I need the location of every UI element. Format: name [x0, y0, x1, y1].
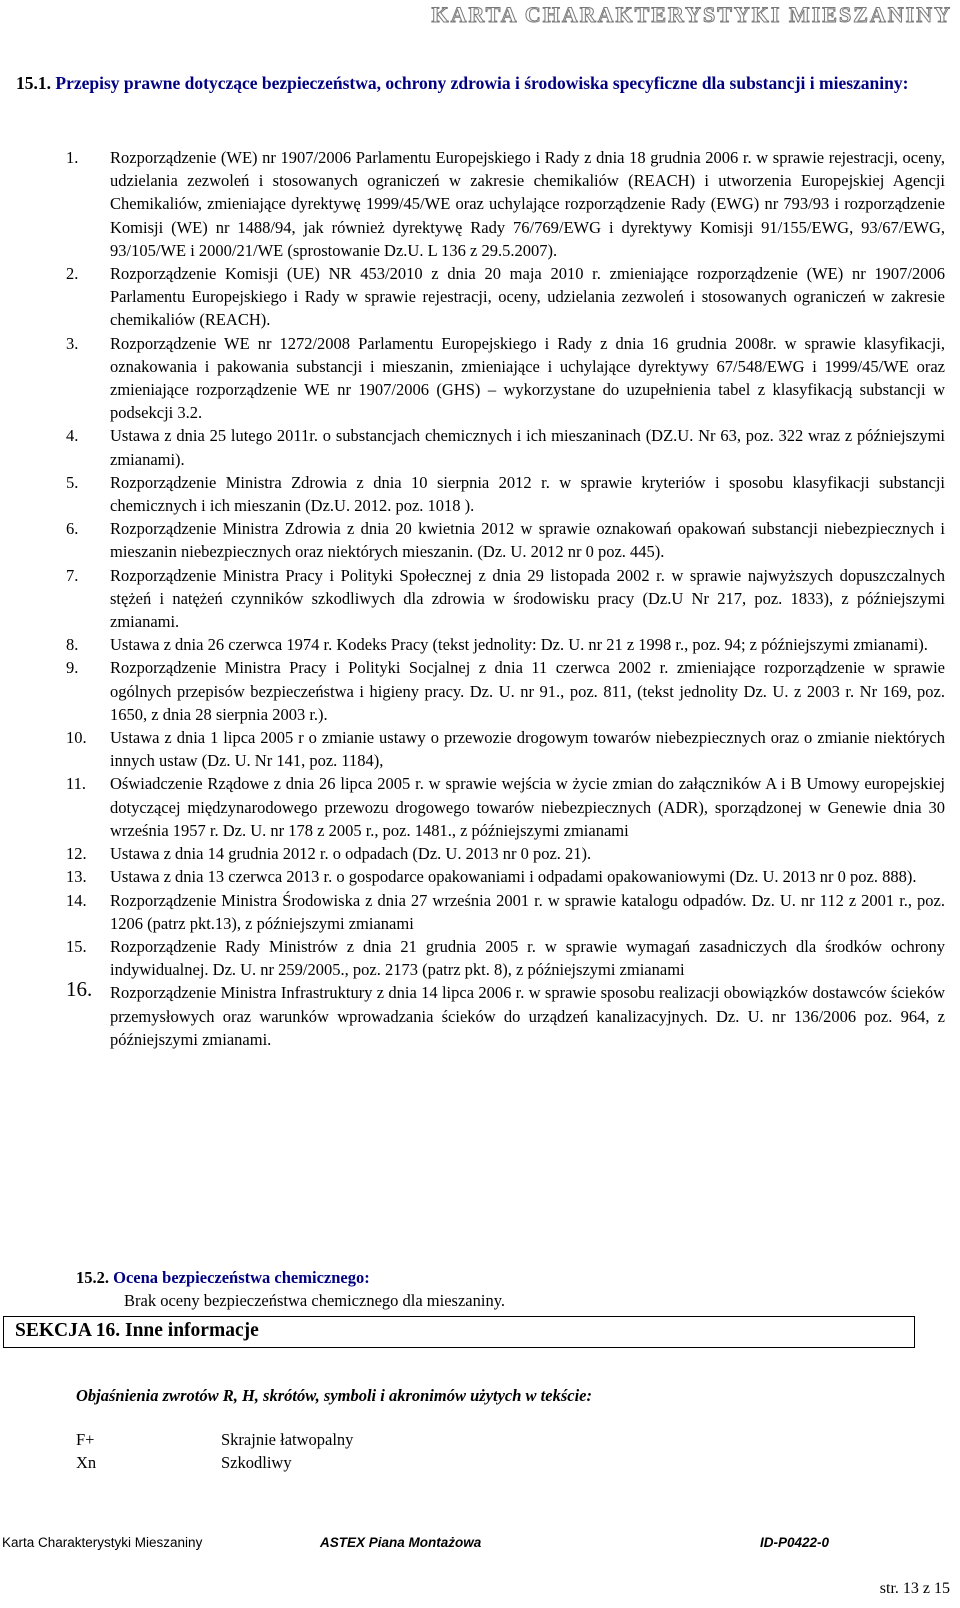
- item-text: Ustawa z dnia 25 lutego 2011r. o substancjach chemicznych i ich mieszaninach (DZ.U. Nr 63, poz. 322 wraz z późniejszymi zmianami).: [110, 426, 945, 469]
- item-text: Oświadczenie Rządowe z dnia 26 lipca 2005 r. w sprawie wejścia w życie zmian do załączników A i B Umowy europejskiej dotyczącej międzynarodowego przewozu drogowego towarów niebezpiecznych (ADR), sporządzonej w Genewie dnia 30 września 1957 r. Dz. U. nr 178 z 2005 r., poz. 1481., z późniejszymi zmianami: [110, 774, 945, 840]
- explanations-heading: Objaśnienia zwrotów R, H, skrótów, symboli i akronimów użytych w tekście:: [76, 1386, 592, 1405]
- item-number: 6.: [66, 519, 79, 539]
- abbreviation-code: F+: [76, 1430, 95, 1449]
- regulation-item: [0, 517, 960, 563]
- regulation-item: [0, 772, 960, 842]
- regulations-list: [0, 146, 960, 1051]
- section-15-2-title: Ocena bezpieczeństwa chemicznego:: [113, 1268, 370, 1287]
- item-number: 7.: [66, 565, 79, 585]
- regulation-item: [0, 977, 960, 1051]
- item-text: Rozporządzenie Rady Ministrów z dnia 21 grudnia 2005 r. w sprawie wymagań zasadniczych dla środków ochrony indywidualnej. Dz. U. nr 259/2005., poz. 2173 (patrz pkt. 8), z późniejszymi zmianami: [110, 936, 945, 980]
- item-number: 5.: [66, 472, 79, 492]
- item-number: 15.: [66, 936, 87, 956]
- item-number: 2.: [66, 264, 79, 284]
- section-15-1-title: Przepisy prawne dotyczące bezpieczeństwa, ochrony zdrowia i środowiska specyficzne dla substancji i mieszaniny:: [55, 73, 909, 93]
- regulation-item: [0, 656, 960, 726]
- item-text: Rozporządzenie Ministra Środowiska z dnia 27 września 2001 r. w sprawie katalogu odpadów. Dz. U. nr 112 z 2001 r., poz. 1206 (patrz pkt.13), z późniejszymi zmianami: [110, 890, 945, 933]
- item-text: Rozporządzenie Komisji (UE) NR 453/2010 z dnia 20 maja 2010 r. zmieniające rozporządzenie (WE) nr 1907/2006 Parlamentu Europejskiego i Rady w sprawie rejestracji, oceny, udzielania zezwoleń i stosowanych ograniczeń w zakresie chemikaliów (REACH).: [110, 264, 945, 330]
- abbreviation-code: Xn: [76, 1453, 97, 1472]
- item-number: 14.: [66, 890, 87, 910]
- item-text: Ustawa z dnia 1 lipca 2005 r o zmianie ustawy o przewozie drogowym towarów niebezpiecznych oraz o zmianie niektórych innych ustaw (Dz. U. Nr 141, poz. 1184),: [110, 728, 945, 771]
- section-15-1-heading: [16, 72, 928, 95]
- regulation-item: [0, 262, 960, 332]
- regulation-item: [0, 332, 960, 425]
- page-number: str. 13 z 15: [879, 1580, 950, 1597]
- item-number: 11.: [66, 774, 87, 794]
- document-header-title: KARTA CHARAKTERYSTYKI MIESZANINY: [431, 2, 952, 27]
- footer-product-name: ASTEX Piana Montażowa: [320, 1535, 482, 1550]
- abbreviation-description: Szkodliwy: [221, 1453, 292, 1472]
- regulation-item: [0, 842, 960, 865]
- item-text: Rozporządzenie Ministra Infrastruktury z dnia 14 lipca 2006 r. w sprawie sposobu realizacji obowiązków dostawców ścieków przemysłowych oraz warunków wprowadzania ścieków do urządzeń kanalizacyjnych. Dz. U. nr 136/2006 poz. 964, z późniejszymi zmianami.: [110, 983, 945, 1049]
- item-number: 9.: [66, 658, 79, 678]
- item-text: Ustawa z dnia 13 czerwca 2013 r. o gospodarce opakowaniami i odpadami opakowaniowymi (Dz. U. 2013 nr 0 poz. 888).: [110, 867, 917, 887]
- section-15-2-body: Brak oceny bezpieczeństwa chemicznego dla mieszaniny.: [124, 1291, 506, 1310]
- regulation-item: [0, 726, 960, 772]
- section-15-2-number: 15.2.: [76, 1268, 109, 1287]
- item-text: Ustawa z dnia 14 grudnia 2012 r. o odpadach (Dz. U. 2013 nr 0 poz. 21).: [110, 844, 592, 864]
- regulation-item: [0, 865, 960, 888]
- regulation-item: [0, 471, 960, 517]
- item-number: 4.: [66, 426, 79, 446]
- item-number: 1.: [66, 148, 79, 167]
- section-15-2-heading: [76, 1268, 370, 1288]
- item-number: 10.: [66, 728, 87, 748]
- regulation-item: [0, 889, 960, 935]
- item-number: 12.: [66, 844, 87, 864]
- abbreviation-description: Skrajnie łatwopalny: [221, 1430, 354, 1449]
- item-number: 8.: [66, 635, 79, 655]
- item-text: Rozporządzenie Ministra Pracy i Polityki Społecznej z dnia 29 listopada 2002 r. w sprawie najwyższych dopuszczalnych stężeń i natężeń czynników szkodliwych dla zdrowia w środowisku pracy (Dz.U Nr 217, poz. 1833), z późniejszymi zmianami.: [110, 565, 945, 632]
- regulation-item: [0, 146, 960, 262]
- footer-document-name: Karta Charakterystyki Mieszaniny: [2, 1535, 203, 1550]
- item-text: Rozporządzenie Ministra Zdrowia z dnia 10 sierpnia 2012 r. w sprawie kryteriów i sposobu klasyfikacji substancji chemicznych i ich mieszanin (Dz.U. 2012. poz. 1018 ).: [110, 472, 945, 516]
- item-text: Rozporządzenie WE nr 1272/2008 Parlamentu Europejskiego i Rady z dnia 16 grudnia 2008r. w sprawie klasyfikacji, oznakowania i pakowania substancji i mieszanin, zmieniające i uchylające dyrektywy 67/548/EWG i 1999/45/WE oraz zmieniające rozporządzenie WE nr 1907/2006 (GHS) – wykorzystane do uzupełnienia tabel z klasyfikacją substancji w podsekcji 3.2.: [110, 333, 945, 423]
- regulation-item: [0, 935, 960, 981]
- item-number: 16.: [66, 977, 93, 1002]
- section-15-1-number: 15.1.: [16, 73, 51, 93]
- item-text: Rozporządzenie (WE) nr 1907/2006 Parlamentu Europejskiego i Rady z dnia 18 grudnia 2006 r. w sprawie rejestracji, oceny, udzielania zezwoleń i stosowanych ograniczeń w zakresie chemikaliów (REACH) i utworzenia Europejskiej Agencji Chemikaliów, zmieniające dyrektywę 1999/45/WE oraz uchylające rozporządzenie Rady (EWG) nr 793/93 i rozporządzenie Komisji (WE) nr 1488/94, jak również dyrektywę Rady 76/769/EWG i dyrektywy Komisji 91/155/EWG, 93/67/EWG, 93/105/WE i 2000/21/WE (sprostowanie Dz.U. L 136 z 29.5.2007).: [110, 148, 945, 260]
- item-text: Rozporządzenie Ministra Pracy i Polityki Socjalnej z dnia 11 czerwca 2002 r. zmieniające rozporządzenie w sprawie ogólnych przepisów bezpieczeństwa i higieny pracy. Dz. U. nr 91., poz. 811, (tekst jednolity Dz. U. z 2003 r. Nr 169, poz. 1650, z dnia 28 sierpnia 2003 r.).: [110, 658, 945, 724]
- section-16-header-box: [3, 1316, 915, 1348]
- section-16-title: SEKCJA 16. Inne informacje: [15, 1320, 259, 1341]
- footer-document-id: ID-P0422-0: [760, 1535, 830, 1550]
- regulation-item: [0, 564, 960, 634]
- regulation-item: [0, 424, 960, 470]
- item-text: Ustawa z dnia 26 czerwca 1974 r. Kodeks Pracy (tekst jednolity: Dz. U. nr 21 z 1998 r., poz. 94; z późniejszymi zmianami).: [110, 635, 928, 655]
- item-number: 13.: [66, 867, 87, 887]
- item-number: 3.: [66, 333, 79, 353]
- item-text: Rozporządzenie Ministra Zdrowia z dnia 20 kwietnia 2012 w sprawie oznakowań opakowań substancji niebezpiecznych i mieszanin niebezpiecznych oraz niektórych mieszanin. (Dz. U. 2012 nr 0 poz. 445).: [110, 519, 945, 562]
- regulation-item: [0, 633, 960, 656]
